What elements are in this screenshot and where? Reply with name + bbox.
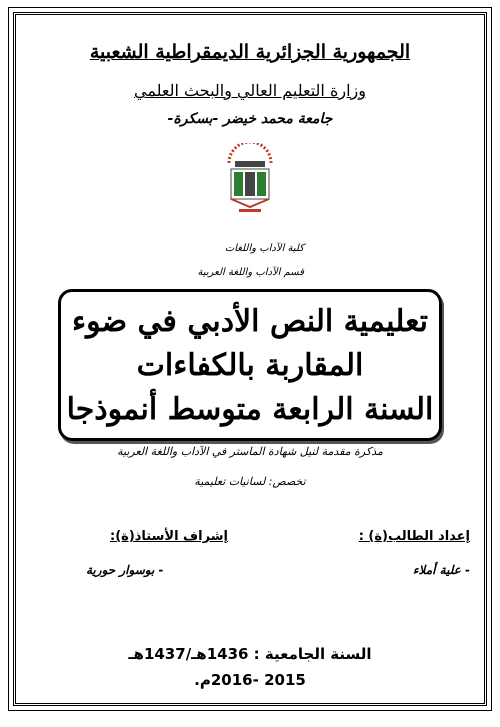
academic-year-hijri: السنة الجامعية : 1436هـ/1437هـ xyxy=(128,645,372,663)
supervisor-name: - بوسوار حورية xyxy=(86,563,164,577)
thesis-title-box xyxy=(58,289,442,441)
memo-description: مذكرة مقدمة لنيل شهادة الماستر في الآداب واللغة العربية xyxy=(117,445,383,458)
department-name: قسم الآداب واللغة العربية xyxy=(197,267,304,278)
thesis-title-line: السنة الرابعة متوسط أنموذجا xyxy=(66,392,434,427)
thesis-title-line: المقاربة بالكفاءات xyxy=(136,348,364,383)
prepared-by-label: إعداد الطالب(ة) : xyxy=(358,529,470,544)
republic-heading: الجمهورية الجزائرية الديمقراطية الشعبية xyxy=(89,41,411,63)
supervisor-label: إشراف الأستاذ(ة): xyxy=(110,529,228,544)
university-logo-icon xyxy=(223,143,277,217)
faculty-name: كلية الآداب واللغات xyxy=(224,243,304,254)
academic-year-gregorian: 2015 -2016م. xyxy=(194,671,306,689)
student-name: - علية أملاء xyxy=(412,563,470,577)
thesis-title-line: تعليمية النص الأدبي في ضوء xyxy=(72,304,428,339)
document-page xyxy=(8,7,492,711)
page-border xyxy=(13,12,487,706)
university-heading: جامعة محمد خيضر -بسكرة- xyxy=(167,111,333,127)
specialty-line: تخصص: لسانيات تعليمية xyxy=(194,475,306,488)
ministry-heading: وزارة التعليم العالي والبحث العلمي xyxy=(134,81,366,100)
